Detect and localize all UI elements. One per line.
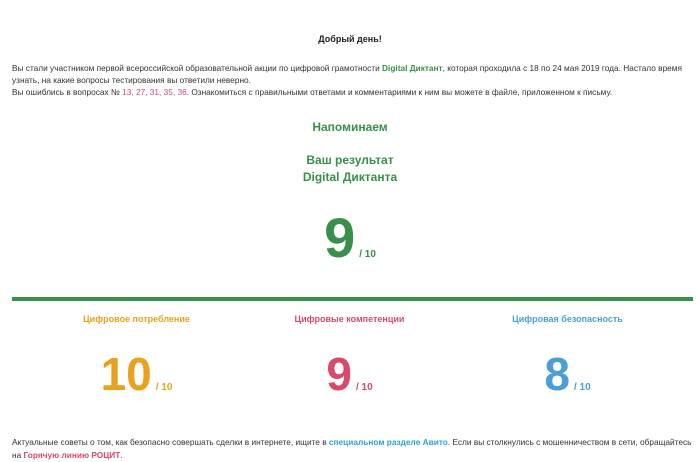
intro-paragraph-2 — [12, 86, 692, 98]
result-heading — [0, 152, 700, 186]
intro-line1-pre: Вы стали участником первой всероссийской образовательной акции по цифровой грамотности — [12, 63, 383, 73]
category-digital-consumption — [20, 314, 253, 404]
category-score-max: / 10 — [573, 382, 591, 393]
wrong-questions-list: 13, 27, 31, 35, 36 — [122, 87, 187, 97]
footer-pre: Актуальные советы о том, как безопасно совершать сделки в интернете, ищите в — [12, 437, 329, 447]
footer-mid: . Если вы столкнулись с мошенничеством в сети, обращайтесь на — [12, 437, 692, 460]
intro-text — [12, 62, 692, 98]
category-title: Цифровое потребление — [83, 314, 190, 324]
footer-post: . — [120, 450, 123, 460]
category-digital-security — [451, 314, 684, 404]
result-heading-line1: Ваш результат — [306, 153, 394, 167]
greeting-heading: Добрый день! — [318, 34, 382, 44]
avito-section-link[interactable]: специальном разделе Авито — [328, 437, 448, 447]
category-score-value: 9 — [326, 348, 352, 400]
category-digital-competence — [233, 314, 466, 404]
result-heading-line2: Digital Диктанта — [302, 170, 398, 184]
total-score-value: 9 — [324, 206, 356, 269]
category-score-max: / 10 — [155, 382, 173, 393]
category-score — [233, 344, 466, 404]
total-score-max: / 10 — [359, 249, 376, 260]
rocit-hotline-link[interactable]: Горячую линию РОЦИТ — [23, 450, 121, 460]
total-score — [0, 206, 700, 270]
intro-line2-pre: Вы ошиблись в вопросах № — [12, 87, 123, 97]
category-score-max: / 10 — [355, 382, 373, 393]
category-score — [451, 344, 684, 404]
category-score-value: 8 — [544, 348, 570, 400]
intro-line2-post: . Ознакомиться с правильными ответами и комментариями к ним вы можете в файле, приложенном к письму. — [186, 87, 613, 97]
footer-text — [12, 436, 697, 462]
brand-name: Digital Диктант — [382, 63, 443, 73]
category-score — [20, 344, 253, 404]
category-score-value: 10 — [100, 348, 152, 400]
category-title: Цифровая безопасность — [512, 314, 623, 324]
remind-heading: Напоминаем — [312, 120, 388, 134]
category-title: Цифровые компетенции — [294, 314, 405, 324]
intro-line1-post: , которая проходила с 18 по 24 мая 2019 года. Настало время узнать, на какие вопросы тестирования вы ответили неверно. — [12, 63, 682, 85]
section-divider — [12, 297, 693, 301]
intro-paragraph-1 — [12, 62, 692, 86]
